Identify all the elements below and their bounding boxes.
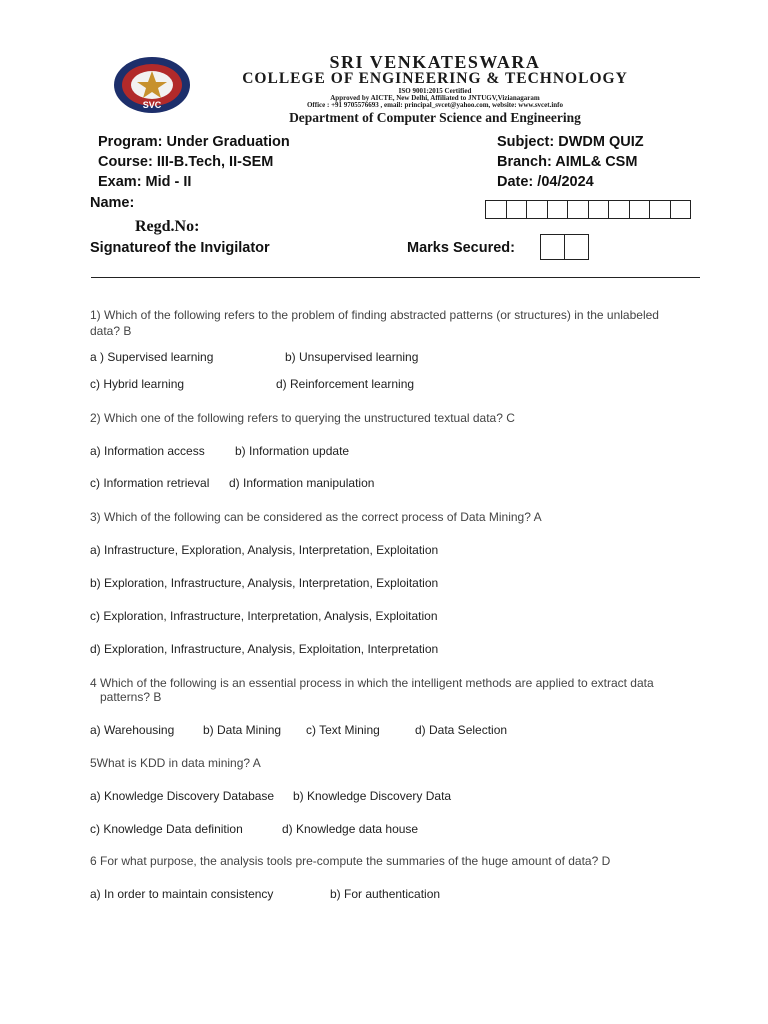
marks-boxes[interactable] [540,234,589,260]
question-5-text: 5What is KDD in data mining? A [90,756,261,770]
question-2-text: 2) Which one of the following refers to querying the unstructured textual data? C [90,411,515,425]
option-1a: a ) Supervised learning [90,350,214,364]
branch-label: Branch: AIML& CSM [497,154,638,170]
regd-no-label: Regd.No: [135,218,200,235]
option-2b: b) Information update [235,444,350,458]
regd-box[interactable] [568,200,589,219]
option-4d: d) Data Selection [415,723,508,737]
question-1-text: 1) Which of the following refers to the problem of finding abstracted patterns (or structures) in the unlabeled [90,308,659,322]
exam-label: Exam: Mid - II [98,174,192,190]
regd-box[interactable] [507,200,528,219]
question-4-text-cont: patterns? B [100,690,162,704]
regd-box[interactable] [609,200,630,219]
divider [91,277,700,278]
course-label: Course: III-B.Tech, II-SEM [98,154,274,170]
option-5a: a) Knowledge Discovery Database [90,789,275,803]
question-1-text-cont: data? B [90,324,132,338]
name-label: Name: [90,195,135,211]
college-logo [105,55,200,117]
signature-label: Signatureof the Invigilator [90,240,270,256]
option-4a: a) Warehousing [90,723,175,737]
option-4c: c) Text Mining [306,723,380,737]
program-label: Program: Under Graduation [98,134,290,150]
option-5b: b) Knowledge Discovery Data [293,789,452,803]
option-5d: d) Knowledge data house [282,822,419,836]
option-4b: b) Data Mining [203,723,282,737]
question-4-text: 4 Which of the following is an essential process in which the intelligent methods are applied to extract data [90,676,654,690]
marks-box[interactable] [540,234,565,260]
college-subtitle: COLLEGE OF ENGINEERING & TECHNOLOGY [242,70,628,87]
logo-text: SVC [142,100,162,110]
option-3b: b) Exploration, Infrastructure, Analysis, Interpretation, Exploitation [90,576,439,590]
regd-box[interactable] [485,200,507,219]
regd-box[interactable] [630,200,651,219]
option-1d: d) Reinforcement learning [276,377,415,391]
approval-line: Approved by AICTE, New Delhi, Affiliated to JNTUGV,Vizianagaram [330,94,540,102]
regd-box[interactable] [548,200,569,219]
marks-box[interactable] [565,234,589,260]
option-1b: b) Unsupervised learning [285,350,419,364]
option-3c: c) Exploration, Infrastructure, Interpretation, Analysis, Exploitation [90,609,438,623]
option-2a: a) Information access [90,444,205,458]
department-name: Department of Computer Science and Engineering [289,110,581,125]
college-title: SRI VENKATESWARA [329,52,541,72]
question-6-text: 6 For what purpose, the analysis tools pre-compute the summaries of the huge amount of data? D [90,854,611,868]
question-3-text: 3) Which of the following can be considered as the correct process of Data Mining? A [90,510,542,524]
iso-certification: ISO 9001:2015 Certified [398,87,472,95]
regd-box[interactable] [527,200,548,219]
regd-box[interactable] [650,200,671,219]
contact-line: Office : +91 9705576693 , email: principal_svcet@yahoo.com, website: www.svcet.info [306,101,564,109]
option-5c: c) Knowledge Data definition [90,822,243,836]
marks-secured-label: Marks Secured: [407,240,515,256]
date-label: Date: /04/2024 [497,174,594,190]
option-2d: d) Information manipulation [229,476,375,490]
subject-label: Subject: DWDM QUIZ [497,134,644,150]
option-3a: a) Infrastructure, Exploration, Analysis, Interpretation, Exploitation [90,543,439,557]
regd-no-boxes[interactable] [485,200,691,219]
regd-box[interactable] [589,200,610,219]
option-6b: b) For authentication [330,887,441,901]
option-1c: c) Hybrid learning [90,377,185,391]
regd-box[interactable] [671,200,692,219]
option-2c: c) Information retrieval [90,476,210,490]
option-6a: a) In order to maintain consistency [90,887,274,901]
option-3d: d) Exploration, Infrastructure, Analysis, Exploitation, Interpretation [90,642,439,656]
